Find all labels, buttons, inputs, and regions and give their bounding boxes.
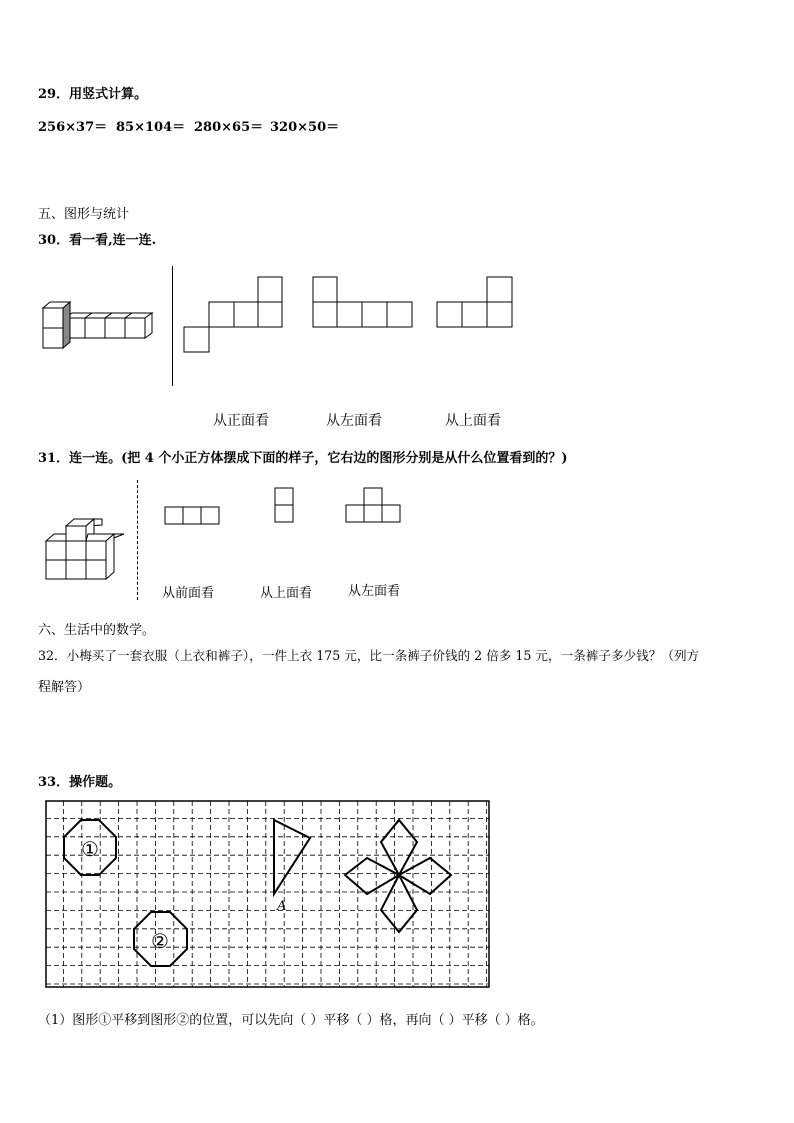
- q31-dashed-divider: [137, 480, 138, 600]
- q31-view-1: [164, 506, 222, 526]
- q31-view-2: [274, 487, 296, 527]
- q33-grid-figure: [45, 800, 491, 990]
- q29-expr-3: 280×65＝: [194, 120, 264, 135]
- q31-cube-figure: [45, 522, 135, 584]
- q31-label-front: 从前面看: [162, 586, 215, 601]
- q31-title: 31．连一连。(把 4 个小正方体摆成下面的样子，它右边的图形分别是从什么位置看到的？): [38, 451, 568, 466]
- q30-view-2: [312, 277, 414, 332]
- q30-view-3: [436, 277, 516, 332]
- q29-expr-4: 320×50＝: [270, 120, 340, 135]
- q32-text-line1: 32．小梅买了一套衣服（上衣和裤子），一件上衣 175 元，比一条裤子价钱的 2 倍多 15 元，一条裤子多少钱？（列方: [38, 648, 700, 663]
- q30-divider: [172, 266, 173, 386]
- q30-view-1: [183, 277, 283, 357]
- section6-title: 六、生活中的数学。: [38, 623, 156, 638]
- q33-title: 33．操作题。: [38, 775, 122, 790]
- q30-label-left: 从左面看: [326, 413, 382, 429]
- q32-text-line2: 程解答）: [38, 680, 91, 695]
- shape1-label: ①: [81, 837, 99, 861]
- q31-label-left: 从左面看: [348, 584, 401, 599]
- shape2-label: ②: [151, 929, 169, 953]
- point-a-label: A: [277, 899, 287, 914]
- q30-cube-figure: [40, 296, 160, 356]
- q31-label-top: 从上面看: [260, 586, 313, 601]
- triangle-shape: [274, 820, 310, 894]
- rhombus-shape-top: [381, 820, 417, 875]
- q30-title: 30．看一看,连一连.: [38, 233, 157, 248]
- q29-title: 29．用竖式计算。: [38, 87, 148, 102]
- section5-title: 五、图形与统计: [38, 207, 130, 222]
- q30-label-front: 从正面看: [213, 413, 269, 429]
- q29-expr-2: 85×104＝: [116, 120, 186, 135]
- q31-view-3: [345, 487, 403, 527]
- q30-label-top: 从上面看: [445, 413, 501, 429]
- q33-sub1: （1）图形①平移到图形②的位置，可以先向（ ）平移（ ）格，再向（ ）平移（ ）格。: [38, 1013, 544, 1028]
- q29-expr-1: 256×37＝: [38, 120, 108, 135]
